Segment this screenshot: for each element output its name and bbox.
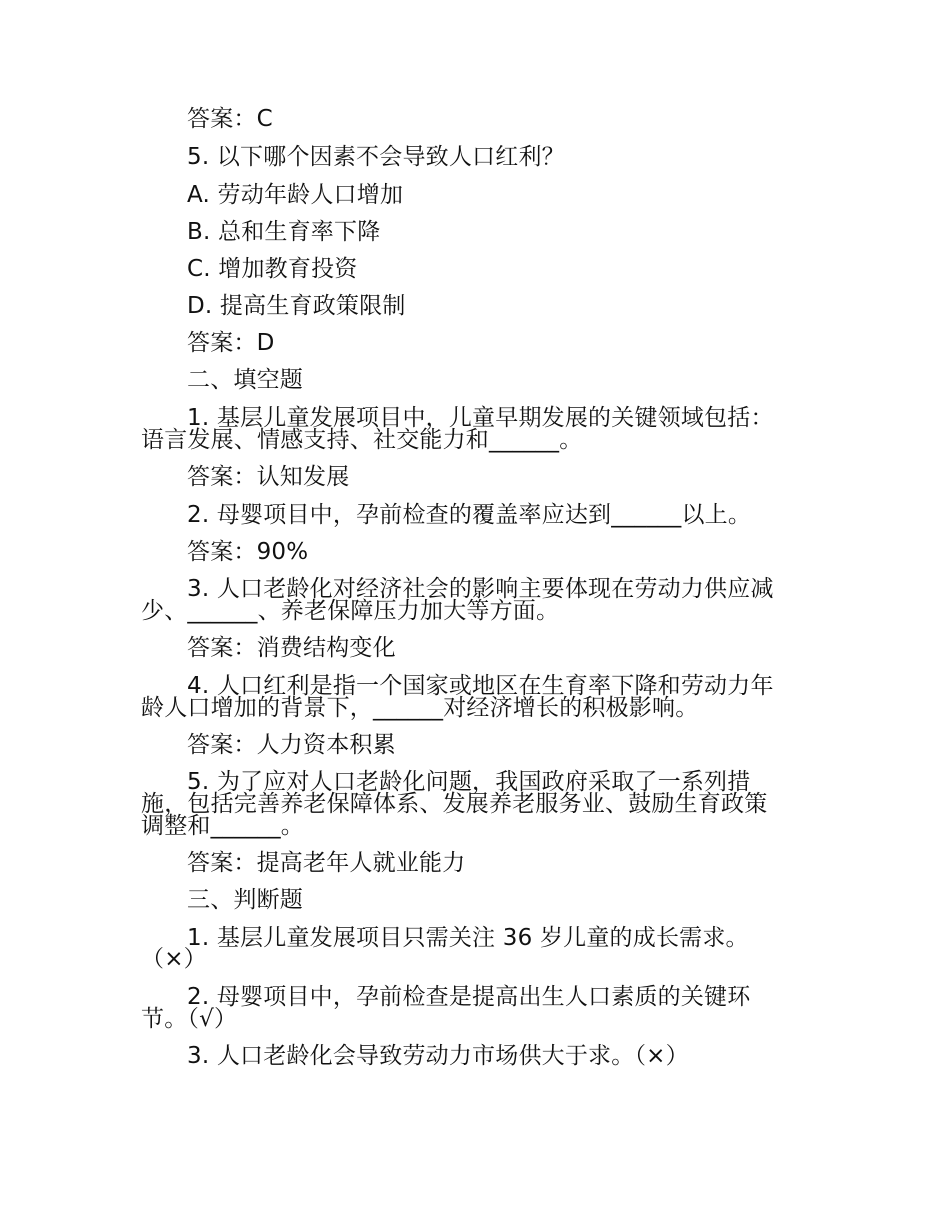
option-line: B. 总和生育率下降 [187,219,381,245]
section-heading: 二、填空题 [187,367,303,393]
option-line: A. 劳动年龄人口增加 [187,182,404,208]
question-line: 2. 母婴项目中，孕前检查是提高出生人口素质的关键环 [187,984,751,1010]
question-line: 4. 人口红利是指一个国家或地区在生育率下降和劳动力年 [187,673,774,699]
option-line: C. 增加教育投资 [187,256,358,282]
question-line: 3. 人口老龄化会导致劳动力市场供大于求。（×） [187,1043,689,1069]
question-line: 1. 基层儿童发展项目中，儿童早期发展的关键领域包括： [187,405,774,431]
question-line: 龄人口增加的背景下，______对经济增长的积极影响。 [141,695,699,721]
question-line: 节。（√） [141,1006,238,1032]
question-line: 少、______、养老保障压力加大等方面。 [141,598,560,624]
answer-line: 答案：消费结构变化 [187,635,396,661]
question-line: 5. 为了应对人口老龄化问题，我国政府采取了一系列措 [187,769,751,795]
option-line: D. 提高生育政策限制 [187,293,406,319]
answer-line: 答案：90% [187,539,309,565]
answer-line: 答案：提高老年人就业能力 [187,850,466,876]
section-heading: 三、判断题 [187,887,303,913]
judgment-mark: （×） [141,946,207,972]
question-line: 5. 以下哪个因素不会导致人口红利？ [187,144,565,170]
answer-line: 答案：D [187,330,275,356]
question-line: 语言发展、情感支持、社交能力和______。 [141,427,583,453]
question-line: 调整和______。 [141,813,304,839]
answer-line: 答案：C [187,106,273,132]
answer-line: 答案：认知发展 [187,464,350,490]
question-line: 1. 基层儿童发展项目只需关注 36 岁儿童的成长需求。 [187,925,749,951]
question-line: 3. 人口老龄化对经济社会的影响主要体现在劳动力供应减 [187,576,774,602]
question-line: 2. 母婴项目中，孕前检查的覆盖率应达到______以上。 [187,502,752,528]
question-line: 施，包括完善养老保障体系、发展养老服务业、鼓励生育政策 [141,791,768,817]
answer-line: 答案：人力资本积累 [187,732,396,758]
